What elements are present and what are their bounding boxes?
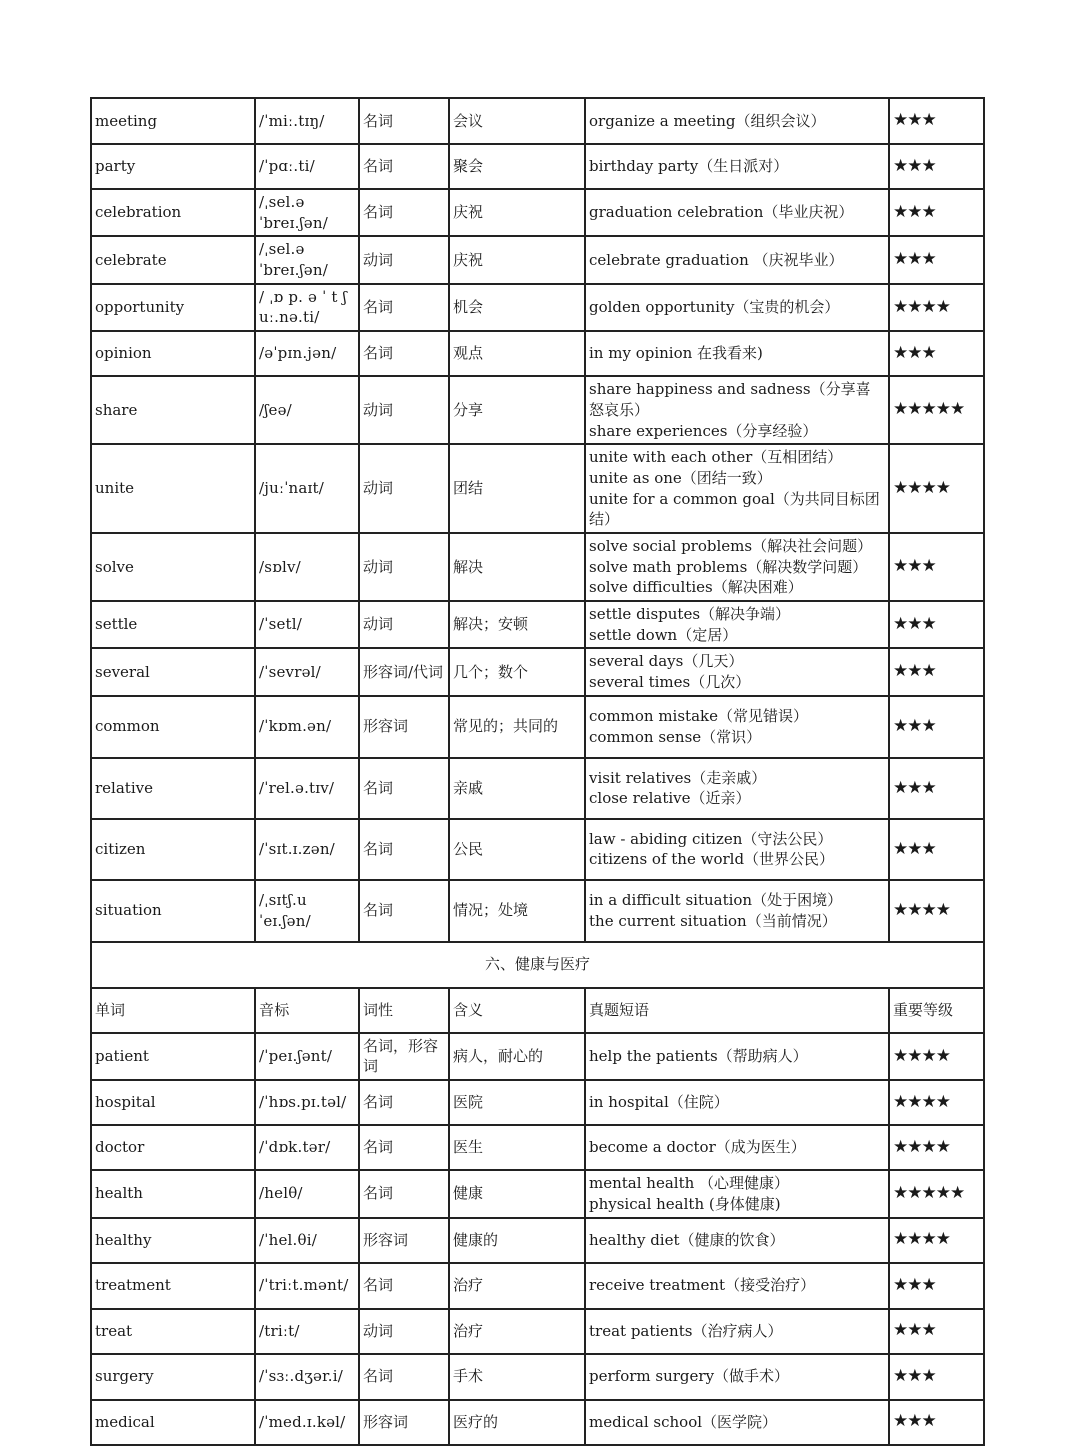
word-cell: treat [91, 1309, 255, 1354]
phrase-cell [585, 236, 889, 283]
meaning-cell: 会议 [449, 98, 585, 144]
phrase-line: help the patients（帮助病人） [589, 1047, 808, 1066]
word-cell: unite [91, 444, 255, 533]
part-of-speech-cell: 名词 [359, 1170, 449, 1217]
phrase-line: citizens of the world（世界公民） [589, 850, 835, 869]
importance-stars-cell: ★★★ [889, 144, 984, 189]
meaning-cell: 观点 [449, 331, 585, 376]
word-cell: situation [91, 880, 255, 942]
phrase-cell [585, 696, 889, 758]
phrase-line: medical school（医学院） [589, 1412, 778, 1431]
word-cell: opinion [91, 331, 255, 376]
table-row [91, 284, 984, 331]
part-of-speech-cell: 形容词 [359, 696, 449, 758]
word-cell: celebrate [91, 236, 255, 283]
phrase-line: common mistake（常见错误） [589, 707, 808, 726]
phrase-line: solve difficulties（解决困难） [589, 578, 803, 597]
phrase-cell [585, 758, 889, 819]
meaning-cell: 解决；安顿 [449, 601, 585, 648]
phonetic-cell: /ˌsel.əˈbreɪ.ʃən/ [255, 189, 359, 236]
part-of-speech-cell: 名词 [359, 819, 449, 880]
importance-stars-cell: ★★★ [889, 1354, 984, 1400]
header-phonetic: 音标 [255, 988, 359, 1033]
table-header-row [91, 988, 984, 1033]
word-cell: citizen [91, 819, 255, 880]
table-row [91, 144, 984, 189]
table-row [91, 1309, 984, 1354]
table-row [91, 236, 984, 283]
part-of-speech-cell: 名词 [359, 331, 449, 376]
importance-stars-cell: ★★★ [889, 696, 984, 758]
meaning-cell: 分享 [449, 376, 585, 444]
phrase-line: graduation celebration（毕业庆祝） [589, 203, 854, 222]
header-importance: 重要等级 [889, 988, 984, 1033]
meaning-cell: 公民 [449, 819, 585, 880]
table-row [91, 1218, 984, 1263]
phrase-cell [585, 880, 889, 942]
table-row [91, 819, 984, 880]
part-of-speech-cell: 名词 [359, 1263, 449, 1309]
table-row [91, 189, 984, 236]
word-cell: share [91, 376, 255, 444]
importance-stars-cell: ★★★ [889, 1263, 984, 1309]
phonetic-cell: /ˈrel.ə.tɪv/ [255, 758, 359, 819]
phrase-cell [585, 648, 889, 695]
importance-stars-cell: ★★★ [889, 189, 984, 236]
phrase-line: several times（几次） [589, 673, 751, 692]
phrase-cell [585, 1354, 889, 1400]
phrase-line: become a doctor（成为医生） [589, 1138, 806, 1157]
phrase-line: physical health (身体健康) [589, 1194, 781, 1213]
phonetic-cell: / ˌɒ p. ə ˈ t ʃ uː.nə.ti/ [255, 284, 359, 331]
phrase-cell [585, 1125, 889, 1170]
importance-stars-cell: ★★★ [889, 1309, 984, 1354]
table-row [91, 1170, 984, 1217]
vocabulary-table [90, 97, 985, 1446]
phrase-cell [585, 601, 889, 648]
importance-stars-cell: ★★★★ [889, 1080, 984, 1125]
phrase-cell [585, 1400, 889, 1445]
meaning-cell: 治疗 [449, 1309, 585, 1354]
phrase-line: share experiences（分享经验） [589, 421, 818, 440]
phrase-cell [585, 331, 889, 376]
table-row [91, 758, 984, 819]
importance-stars-cell: ★★★★ [889, 1033, 984, 1080]
phrase-line: receive treatment（接受治疗） [589, 1276, 816, 1295]
part-of-speech-cell: 动词 [359, 376, 449, 444]
word-cell: patient [91, 1033, 255, 1080]
phonetic-cell: /ˈmiː.tɪŋ/ [255, 98, 359, 144]
meaning-cell: 健康的 [449, 1218, 585, 1263]
meaning-cell: 庆祝 [449, 236, 585, 283]
header-word: 单词 [91, 988, 255, 1033]
table-row [91, 696, 984, 758]
meaning-cell: 团结 [449, 444, 585, 533]
word-cell: health [91, 1170, 255, 1217]
phonetic-cell: /ˈhɒs.pɪ.təl/ [255, 1080, 359, 1125]
importance-stars-cell: ★★★ [889, 1400, 984, 1445]
section-title: 六、健康与医疗 [91, 942, 984, 988]
table-row [91, 648, 984, 695]
phonetic-cell: /ˈpɑː.ti/ [255, 144, 359, 189]
word-cell: common [91, 696, 255, 758]
table-row [91, 98, 984, 144]
word-cell: treatment [91, 1263, 255, 1309]
word-cell: hospital [91, 1080, 255, 1125]
meaning-cell: 常见的；共同的 [449, 696, 585, 758]
phrase-cell [585, 1309, 889, 1354]
phonetic-cell: /ʃeə/ [255, 376, 359, 444]
phrase-line: organize a meeting（组织会议） [589, 111, 826, 130]
meaning-cell: 医疗的 [449, 1400, 585, 1445]
phrase-cell [585, 1170, 889, 1217]
phonetic-cell: /ˌsel.əˈbreɪ.ʃən/ [255, 236, 359, 283]
part-of-speech-cell: 名词 [359, 1354, 449, 1400]
phrase-line: solve social problems（解决社会问题） [589, 536, 873, 555]
meaning-cell: 解决 [449, 533, 585, 601]
phrase-line: law - abiding citizen（守法公民） [589, 829, 833, 848]
header-part-of-speech: 词性 [359, 988, 449, 1033]
phrase-line: in my opinion 在我看来) [589, 344, 763, 363]
phrase-cell [585, 1218, 889, 1263]
part-of-speech-cell: 动词 [359, 601, 449, 648]
table-row [91, 1125, 984, 1170]
vocabulary-table-body [91, 98, 984, 1445]
importance-stars-cell: ★★★ [889, 236, 984, 283]
word-cell: doctor [91, 1125, 255, 1170]
part-of-speech-cell: 形容词 [359, 1400, 449, 1445]
word-cell: several [91, 648, 255, 695]
table-row [91, 880, 984, 942]
word-cell: celebration [91, 189, 255, 236]
importance-stars-cell: ★★★ [889, 98, 984, 144]
importance-stars-cell: ★★★ [889, 331, 984, 376]
meaning-cell: 机会 [449, 284, 585, 331]
part-of-speech-cell: 动词 [359, 1309, 449, 1354]
section-title-row [91, 942, 984, 988]
phonetic-cell: /triːt/ [255, 1309, 359, 1354]
phrase-line: several days（几天） [589, 652, 744, 671]
phrase-cell [585, 98, 889, 144]
phonetic-cell: /ˈdɒk.tər/ [255, 1125, 359, 1170]
phrase-line: settle down（定居） [589, 625, 738, 644]
phonetic-cell: /helθ/ [255, 1170, 359, 1217]
phonetic-cell: /ˈtriːt.mənt/ [255, 1263, 359, 1309]
phonetic-cell: /əˈpɪn.jən/ [255, 331, 359, 376]
part-of-speech-cell: 名词 [359, 758, 449, 819]
meaning-cell: 几个；数个 [449, 648, 585, 695]
header-meaning: 含义 [449, 988, 585, 1033]
part-of-speech-cell: 动词 [359, 533, 449, 601]
phonetic-cell: /ˈpeɪ.ʃənt/ [255, 1033, 359, 1080]
table-row [91, 1263, 984, 1309]
word-cell: opportunity [91, 284, 255, 331]
table-row [91, 444, 984, 533]
phrase-line: close relative（近亲） [589, 789, 751, 808]
phrase-line: unite as one（团结一致） [589, 468, 772, 487]
meaning-cell: 病人，耐心的 [449, 1033, 585, 1080]
word-cell: solve [91, 533, 255, 601]
importance-stars-cell: ★★★★ [889, 880, 984, 942]
header-phrase: 真题短语 [585, 988, 889, 1033]
part-of-speech-cell: 名词 [359, 880, 449, 942]
phrase-line: mental health （心理健康） [589, 1174, 790, 1193]
phonetic-cell: /ˈhel.θi/ [255, 1218, 359, 1263]
phrase-cell [585, 284, 889, 331]
phrase-line: perform surgery（做手术） [589, 1367, 790, 1386]
phonetic-cell: /ˈsɪt.ɪ.zən/ [255, 819, 359, 880]
importance-stars-cell: ★★★★ [889, 1218, 984, 1263]
meaning-cell: 健康 [449, 1170, 585, 1217]
importance-stars-cell: ★★★ [889, 601, 984, 648]
phrase-cell [585, 189, 889, 236]
table-row [91, 1033, 984, 1080]
phonetic-cell: /ˈsɜː.dʒər.i/ [255, 1354, 359, 1400]
phonetic-cell: /ˈsetl/ [255, 601, 359, 648]
part-of-speech-cell: 形容词 [359, 1218, 449, 1263]
importance-stars-cell: ★★★★★ [889, 1170, 984, 1217]
importance-stars-cell: ★★★★ [889, 284, 984, 331]
part-of-speech-cell: 形容词/代词 [359, 648, 449, 695]
table-row [91, 376, 984, 444]
meaning-cell: 手术 [449, 1354, 585, 1400]
word-cell: healthy [91, 1218, 255, 1263]
word-cell: surgery [91, 1354, 255, 1400]
phrase-cell [585, 376, 889, 444]
phrase-line: share happiness and sadness（分享喜怒哀乐） [589, 380, 871, 419]
table-row [91, 533, 984, 601]
table-row [91, 1080, 984, 1125]
importance-stars-cell: ★★★★ [889, 1125, 984, 1170]
phonetic-cell: /ˈkɒm.ən/ [255, 696, 359, 758]
phonetic-cell: /ˈmed.ɪ.kəl/ [255, 1400, 359, 1445]
phrase-cell [585, 819, 889, 880]
phrase-cell [585, 144, 889, 189]
importance-stars-cell: ★★★ [889, 819, 984, 880]
word-cell: settle [91, 601, 255, 648]
meaning-cell: 治疗 [449, 1263, 585, 1309]
importance-stars-cell: ★★★ [889, 533, 984, 601]
part-of-speech-cell: 名词 [359, 284, 449, 331]
part-of-speech-cell: 名词，形容词 [359, 1033, 449, 1080]
word-cell: medical [91, 1400, 255, 1445]
table-row [91, 1400, 984, 1445]
phrase-line: birthday party（生日派对） [589, 157, 789, 176]
phrase-line: the current situation（当前情况） [589, 911, 837, 930]
meaning-cell: 聚会 [449, 144, 585, 189]
table-row [91, 1354, 984, 1400]
phrase-line: common sense（常识） [589, 727, 762, 746]
part-of-speech-cell: 名词 [359, 98, 449, 144]
part-of-speech-cell: 名词 [359, 1080, 449, 1125]
importance-stars-cell: ★★★★★ [889, 376, 984, 444]
phonetic-cell: /juːˈnaɪt/ [255, 444, 359, 533]
phonetic-cell: /ˌsɪtʃ.uˈeɪ.ʃən/ [255, 880, 359, 942]
part-of-speech-cell: 动词 [359, 444, 449, 533]
phonetic-cell: /sɒlv/ [255, 533, 359, 601]
meaning-cell: 庆祝 [449, 189, 585, 236]
word-cell: relative [91, 758, 255, 819]
importance-stars-cell: ★★★ [889, 758, 984, 819]
word-cell: party [91, 144, 255, 189]
word-cell: meeting [91, 98, 255, 144]
part-of-speech-cell: 动词 [359, 236, 449, 283]
importance-stars-cell: ★★★★ [889, 444, 984, 533]
table-row [91, 331, 984, 376]
part-of-speech-cell: 名词 [359, 189, 449, 236]
phrase-line: unite for a common goal（为共同目标团结） [589, 489, 880, 529]
phrase-cell [585, 1263, 889, 1309]
phrase-line: in hospital（住院） [589, 1093, 729, 1112]
table-row [91, 601, 984, 648]
phrase-cell [585, 1033, 889, 1080]
phrase-line: celebrate graduation （庆祝毕业） [589, 250, 844, 269]
part-of-speech-cell: 名词 [359, 1125, 449, 1170]
phrase-line: treat patients（治疗病人） [589, 1321, 783, 1340]
part-of-speech-cell: 名词 [359, 144, 449, 189]
meaning-cell: 情况；处境 [449, 880, 585, 942]
phrase-line: unite with each other（互相团结） [589, 448, 843, 467]
meaning-cell: 亲戚 [449, 758, 585, 819]
phrase-line: visit relatives（走亲戚） [589, 768, 767, 787]
phrase-cell [585, 444, 889, 533]
phrase-line: healthy diet（健康的饮食） [589, 1230, 785, 1249]
phonetic-cell: /ˈsevrəl/ [255, 648, 359, 695]
phrase-line: in a difficult situation（处于困境） [589, 891, 843, 910]
meaning-cell: 医院 [449, 1080, 585, 1125]
phrase-cell [585, 1080, 889, 1125]
phrase-line: golden opportunity（宝贵的机会） [589, 298, 840, 317]
importance-stars-cell: ★★★ [889, 648, 984, 695]
meaning-cell: 医生 [449, 1125, 585, 1170]
phrase-line: settle disputes（解决争端） [589, 605, 791, 623]
phrase-cell [585, 533, 889, 601]
phrase-line: solve math problems（解决数学问题） [589, 557, 868, 576]
